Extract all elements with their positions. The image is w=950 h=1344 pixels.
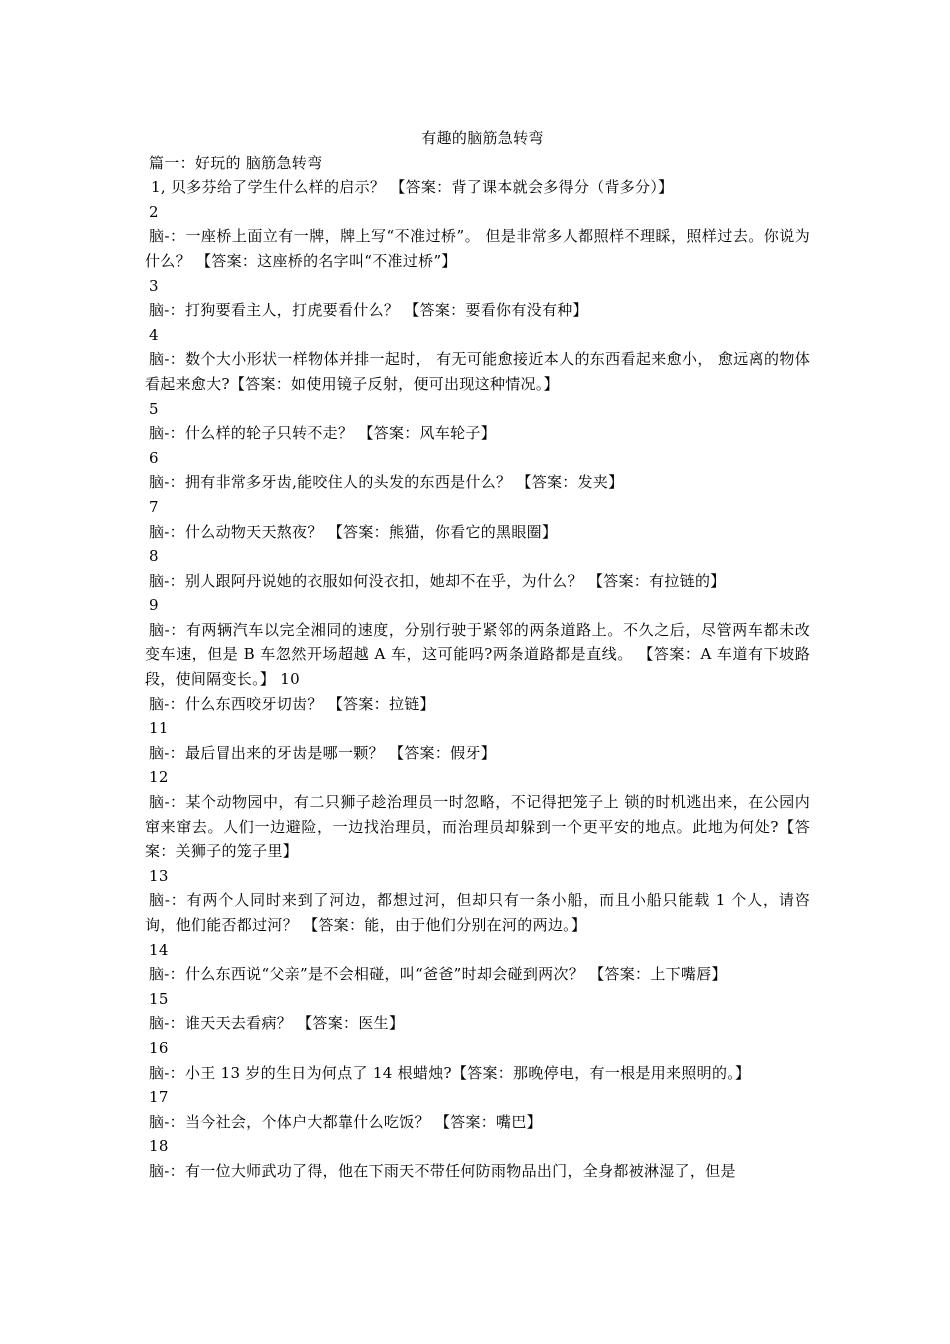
question-number: 9: [149, 596, 159, 615]
question-number: 2: [149, 202, 159, 221]
question-number: 6: [149, 448, 159, 467]
question-text: 脑-：有一位大师武功了得，他在下雨天不带任何防雨物品出门，全身都被淋湿了，但是: [149, 1161, 736, 1180]
question-text: 脑-：拥有非常多牙齿,能咬住人的头发的东西是什么？ 【答案：发夹】: [149, 473, 624, 492]
question-number: 18: [149, 1137, 169, 1156]
question-number: 8: [149, 547, 159, 566]
document-body: [145, 126, 810, 1184]
question-number: 5: [149, 399, 159, 418]
question-number: 17: [149, 1088, 169, 1107]
question-number: 7: [149, 497, 159, 516]
question-text: 脑-：什么东西咬牙切齿？ 【答案：拉链】: [149, 694, 435, 713]
question-text: 脑-：谁天天去看病？ 【答案：医生】: [149, 1014, 405, 1033]
question-number: 11: [149, 719, 169, 738]
question-number: 15: [149, 989, 169, 1008]
question-item: 1, 贝多芬给了学生什么样的启示？ 【答案：背了课本就会多得分（背多分）】: [151, 178, 674, 197]
question-text: 脑-：打狗要看主人，打虎要看什么？ 【答案：要看你有没有种】: [149, 301, 588, 320]
question-number: 12: [149, 768, 169, 787]
question-text: 脑-：小王 13 岁的生日为何点了 14 根蜡烛?【答案：那晚停电，有一根是用来照明的。】: [149, 1063, 751, 1082]
question-text: 脑-：什么样的轮子只转不走？ 【答案：风车轮子】: [149, 424, 497, 443]
question-text: 脑-：什么动物天天熬夜？ 【答案：熊猫，你看它的黑眼圈】: [149, 522, 558, 541]
section-title: 篇一：好玩的 脑筋急转弯: [149, 153, 323, 172]
question-text: 脑-：什么东西说“父亲”是不会相碰，叫“爸爸”时却会碰到两次？ 【答案：上下嘴唇】: [149, 965, 727, 984]
document-title: 有趣的脑筋急转弯: [421, 129, 544, 147]
question-text: 脑-：别人跟阿丹说她的衣服如何没衣扣，她却不在乎，为什么？ 【答案：有拉链的】: [149, 571, 726, 590]
question-number: 13: [149, 866, 169, 885]
question-text: 脑-：当今社会，个体户大都靠什么吃饭？ 【答案：嘴巴】: [149, 1112, 542, 1131]
question-text: 脑-：有两个人同时来到了河边，都想过河，但却只有一条小船，而且小船只能载 1 个人，请咨询，他们能否都过河？ 【答案：能，由于他们分别在河的两边。】: [145, 891, 810, 934]
question-text: 脑-：某个动物园中，有二只狮子趁治理员一时忽略，不记得把笼子上 锁的时机逃出来，在公园内窜来窜去。人们一边避险，一边找治理员，而治理员却躲到一个更平安的地点。此地为何处?【答案：关狮子的笼子里】: [145, 793, 810, 861]
question-text: 脑-：有两辆汽车以完全湘同的速度，分别行驶于紧邻的两条道路上。不久之后，尽管两车都未改变车速，但是 B 车忽然开场超越 A 车，这可能吗?两条道路都是直线。 【答案：A 车道有下坡路段，使间隔变长。】 10: [145, 620, 810, 689]
question-text: 脑-：一座桥上面立有一牌，牌上写“不准过桥”。 但是非常多人都照样不理睬，照样过去。你说为什么？ 【答案：这座桥的名字叫“不准过桥”】: [145, 227, 810, 270]
question-number: 14: [149, 940, 169, 959]
question-text: 脑-：数个大小形状一样物体并排一起时， 有无可能愈接近本人的东西看起来愈小， 愈远离的物体看起来愈大?【答案：如使用镜子反射，便可出现这种情况。】: [145, 350, 810, 393]
question-number: 4: [149, 325, 159, 344]
question-number: 3: [149, 276, 159, 295]
question-number: 16: [149, 1038, 169, 1057]
question-text: 脑-：最后冒出来的牙齿是哪一颗？ 【答案：假牙】: [149, 743, 497, 762]
